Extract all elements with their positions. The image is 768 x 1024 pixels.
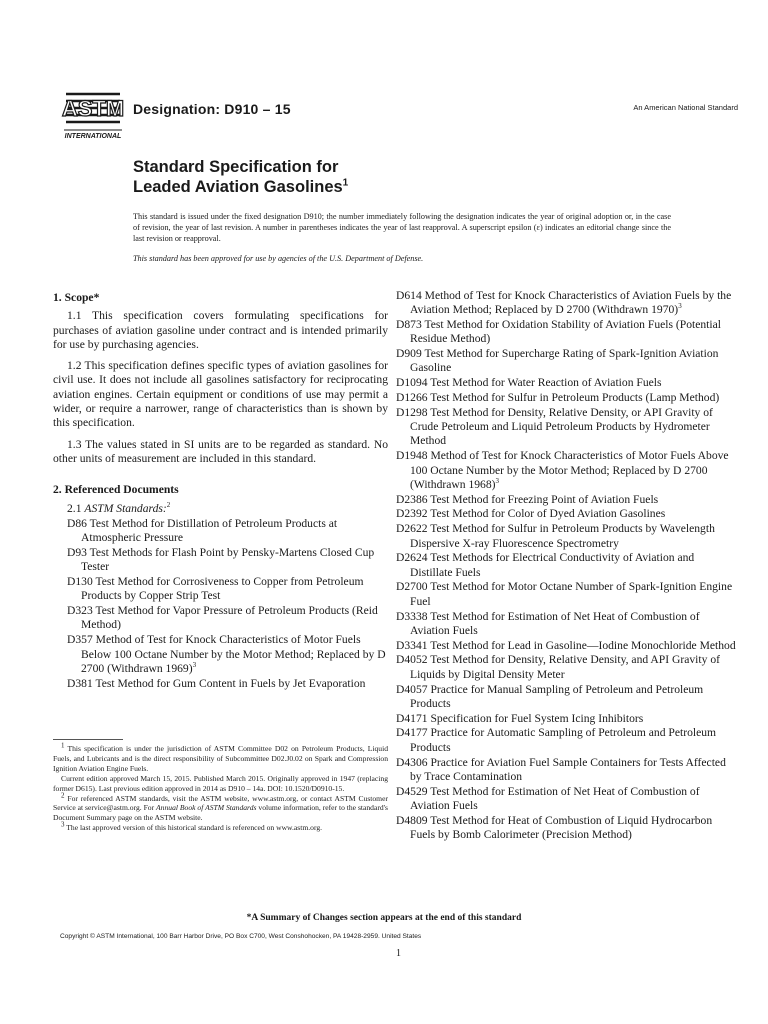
reference-item bbox=[396, 726, 738, 755]
footnote-2-mark: 2 bbox=[61, 791, 65, 799]
reference-text: D4177 Practice for Automatic Sampling of Petroleum and Petroleum Products bbox=[396, 726, 717, 754]
referenced-documents-heading: 2. Referenced Documents bbox=[53, 483, 179, 497]
reference-text: D4809 Test Method for Heat of Combustion of Liquid Hydrocarbon Fuels by Bomb Calorimeter (Precision Method) bbox=[396, 813, 713, 841]
reference-item bbox=[396, 639, 738, 653]
withdrawn-footnote-mark: 3 bbox=[495, 477, 499, 485]
reference-item bbox=[396, 318, 738, 347]
footnote-3-mark: 3 bbox=[61, 820, 65, 829]
scope-heading: 1. Scope* bbox=[53, 291, 100, 304]
astm-logo bbox=[60, 86, 126, 142]
reference-text: D4052 Test Method for Density, Relative Density, and API Gravity of Liquids by Digital Density Meter bbox=[396, 653, 720, 681]
subheading-number: 2.1 bbox=[67, 501, 82, 515]
left-reference-list bbox=[53, 517, 388, 691]
subheading-title: ASTM Standards: bbox=[84, 501, 167, 515]
logo-letters: ASTM bbox=[61, 96, 125, 121]
reference-text: D3338 Test Method for Estimation of Net Heat of Combustion of Aviation Fuels bbox=[396, 609, 700, 637]
footnote-2-text-a: For referenced ASTM standards, visit the ASTM website, www.astm.org, or contact ASTM Customer Service at service@astm.org. For bbox=[53, 793, 388, 813]
right-column bbox=[396, 289, 738, 843]
footnote-3-text: The last approved version of this historical standard is referenced on www.astm.org. bbox=[66, 823, 323, 833]
designation: Designation: D910 – 15 bbox=[133, 101, 291, 117]
reference-text: D2700 Test Method for Motor Octane Number of Spark-Ignition Engine Fuel bbox=[396, 580, 733, 608]
reference-text: D3341 Test Method for Lead in Gasoline—Iodine Monochloride Method bbox=[396, 638, 736, 652]
left-column bbox=[53, 289, 388, 691]
title-line-1: Standard Specification for bbox=[133, 158, 339, 176]
reference-text: D2624 Test Methods for Electrical Conductivity of Aviation and Distillate Fuels bbox=[396, 551, 695, 579]
reference-text: D4171 Specification for Fuel System Icing Inhibitors bbox=[396, 711, 644, 725]
reference-text: D323 Test Method for Vapor Pressure of Petroleum Products (Reid Method) bbox=[67, 604, 378, 632]
reference-item bbox=[396, 289, 738, 318]
reference-item bbox=[396, 610, 738, 639]
reference-item bbox=[396, 376, 738, 390]
title-footnote-mark: 1 bbox=[342, 177, 349, 189]
reference-text: D2386 Test Method for Freezing Point of Aviation Fuels bbox=[396, 492, 659, 506]
reference-item bbox=[53, 517, 388, 546]
reference-item bbox=[396, 756, 738, 785]
reference-item bbox=[396, 493, 738, 507]
reference-item bbox=[396, 551, 738, 580]
footnote-2-text-b: volume information, refer to the standard's Document Summary page on the ASTM website. bbox=[53, 803, 388, 823]
reference-item bbox=[396, 347, 738, 376]
withdrawn-footnote-mark: 3 bbox=[678, 302, 682, 311]
footnote-2 bbox=[53, 791, 388, 824]
footnote-2-italic: Annual Book of ASTM Standards bbox=[156, 803, 257, 813]
reference-text: D381 Test Method for Gum Content in Fuels by Jet Evaporation bbox=[67, 676, 366, 690]
reference-text: D1266 Test Method for Sulfur in Petroleum Products (Lamp Method) bbox=[396, 391, 720, 405]
reference-text: D873 Test Method for Oxidation Stability of Aviation Fuels (Potential Residue Method) bbox=[396, 318, 721, 346]
summary-of-changes-note: *A Summary of Changes section appears at the end of this standard bbox=[246, 913, 522, 923]
reference-text: D614 Method of Test for Knock Characteristics of Aviation Fuels by the Aviation Method; Replaced by D 2700 (Withdrawn 1970) bbox=[396, 289, 732, 317]
withdrawn-footnote-mark: 3 bbox=[192, 660, 197, 669]
reference-item bbox=[53, 677, 388, 691]
footnote-1-mark: 1 bbox=[61, 741, 65, 750]
footnote-divider bbox=[53, 739, 123, 740]
copyright-line: Copyright © ASTM International, 100 Barr Harbor Drive, PO Box C700, West Conshohocken, PA 19428-2959. United States bbox=[60, 933, 422, 940]
reference-item bbox=[396, 814, 738, 843]
scope-1-2: 1.2 This specification defines specific types of aviation gasolines for civil use. It does not include all gasolines satisfactory for reciprocating aviation engines. Certain equipment or conditions of use may permit a wider, or require a narrower, range of characteristics than is shown by this specification. bbox=[53, 359, 388, 430]
reference-item bbox=[53, 575, 388, 604]
reference-text: D1094 Test Method for Water Reaction of Aviation Fuels bbox=[396, 376, 662, 390]
reference-item bbox=[396, 449, 738, 492]
reference-item bbox=[396, 653, 738, 682]
footnote-1-text: This specification is under the jurisdiction of ASTM Committee D02 on Petroleum Products, Liquid Fuels, and Lubricants and is the direct responsibility of Subcommittee D02.J0.02 on Spark and Compression Ignition Aviation Engine Fuels. bbox=[53, 744, 389, 773]
right-reference-list bbox=[396, 289, 738, 842]
reference-text: D4306 Practice for Aviation Fuel Sample Containers for Tests Affected by Trace Contamination bbox=[396, 755, 726, 783]
title-line-2 bbox=[133, 177, 348, 197]
footnote-3 bbox=[53, 820, 388, 833]
reference-item bbox=[396, 406, 738, 449]
title-line-2-text: Leaded Aviation Gasolines bbox=[133, 178, 343, 196]
reference-text: D909 Test Method for Supercharge Rating of Spark-Ignition Aviation Gasoline bbox=[396, 347, 719, 375]
reference-text: D2392 Test Method for Color of Dyed Aviation Gasolines bbox=[396, 507, 666, 521]
reference-text: D130 Test Method for Corrosiveness to Copper from Petroleum Products by Copper Strip Test bbox=[67, 575, 364, 603]
footnote-1 bbox=[53, 741, 389, 774]
footnotes bbox=[53, 741, 389, 833]
footnote-1-edition: Current edition approved March 15, 2015. Published March 2015. Originally approved in 1947 (replacing former D615). Last previous edition approved in 2014 as D910 – 14a. DOI: 10.1520/D0910-15. bbox=[53, 773, 388, 793]
reference-text: D4529 Test Method for Estimation of Net Heat of Combustion of Aviation Fuels bbox=[396, 784, 700, 812]
reference-text: D1298 Test Method for Density, Relative Density, or API Gravity of Crude Petroleum and Liquid Petroleum Products by Hydrometer Method bbox=[396, 405, 713, 448]
defense-approval-note: This standard has been approved for use by agencies of the U.S. Department of Defense. bbox=[133, 254, 424, 263]
subheading-footnote-mark: 2 bbox=[166, 500, 171, 509]
reference-text: D86 Test Method for Distillation of Petroleum Products at Atmospheric Pressure bbox=[67, 516, 338, 545]
reference-text: D2622 Test Method for Sulfur in Petroleum Products by Wavelength Dispersive X-ray Fluorescence Spectrometry bbox=[396, 522, 715, 550]
reference-item bbox=[396, 580, 738, 609]
logo-subtext: INTERNATIONAL bbox=[64, 133, 122, 140]
reference-item bbox=[53, 546, 388, 575]
american-national-standard-label: An American National Standard bbox=[633, 103, 738, 112]
reference-item bbox=[396, 683, 738, 712]
document-title bbox=[133, 157, 348, 197]
reference-text: D93 Test Methods for Flash Point by Pensky-Martens Closed Cup Tester bbox=[67, 545, 375, 574]
reference-item bbox=[396, 507, 738, 521]
scope-1-3: 1.3 The values stated in SI units are to be regarded as standard. No other units of measurement are included in this standard. bbox=[53, 437, 388, 465]
reference-text: D357 Method of Test for Knock Characteristics of Motor Fuels Below 100 Octane Number by the Motor Method; Replaced by D 2700 (Withdrawn 1969) bbox=[67, 633, 386, 675]
reference-item bbox=[396, 391, 738, 405]
reference-item bbox=[53, 633, 388, 676]
reference-text: D1948 Method of Test for Knock Characteristics of Motor Fuels Above 100 Octane Number by the Motor Method; Replaced by D 2700 (Withdrawn 1968) bbox=[396, 449, 729, 491]
reference-text: D4057 Practice for Manual Sampling of Petroleum and Petroleum Products bbox=[396, 682, 704, 710]
page-number: 1 bbox=[396, 948, 401, 959]
intro-paragraph: This standard is issued under the fixed designation D910; the number immediately following the designation indicates the year of original adoption or, in the case of revision, the year of last revision. A number in parentheses indicates the year of last reapproval. A superscript epsilon (ε) indicates an editorial change since the last revision or reapproval. bbox=[133, 212, 671, 243]
astm-standards-subheading bbox=[53, 502, 388, 516]
scope-1-1: 1.1 This specification covers formulating specifications for purchases of aviation gasoline under contract and is intended primarily for use by purchasing agencies. bbox=[53, 309, 388, 351]
reference-item bbox=[396, 522, 738, 551]
reference-item bbox=[396, 785, 738, 814]
reference-item bbox=[53, 604, 388, 633]
reference-item bbox=[396, 712, 738, 726]
